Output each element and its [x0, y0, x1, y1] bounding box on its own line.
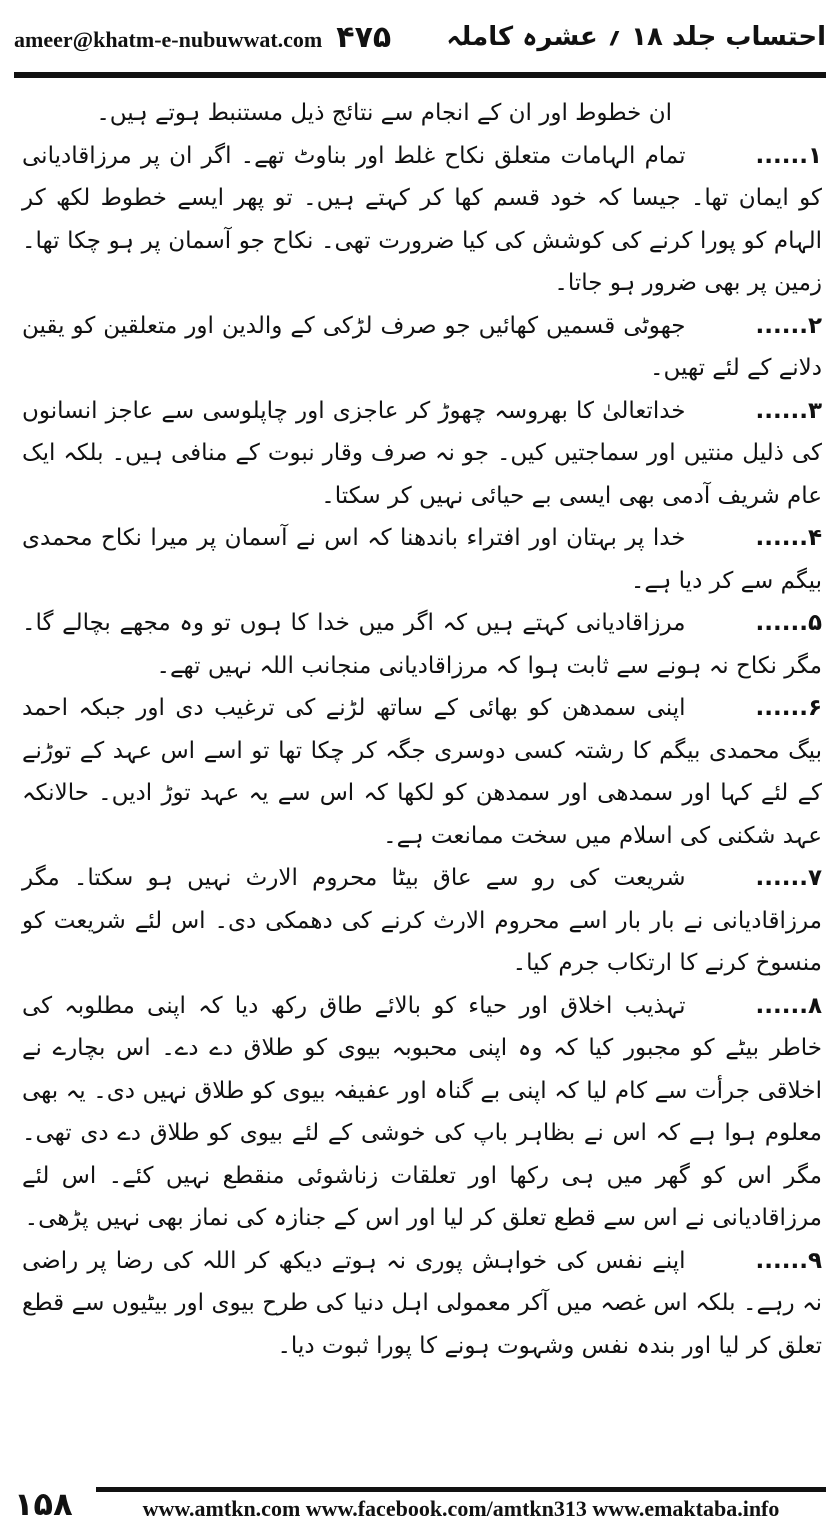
item-number: ۳......	[755, 397, 822, 424]
item-number: ۷......	[755, 865, 822, 891]
item-number: ۹......	[755, 1247, 822, 1274]
item-number: ۲......	[755, 312, 822, 339]
list-item	[22, 1240, 822, 1368]
item-number: ۸......	[755, 992, 822, 1019]
list-item	[22, 985, 822, 1240]
list-item	[22, 135, 822, 305]
footer-page-number: ۱۵۸	[14, 1485, 73, 1523]
list-item	[22, 687, 822, 857]
header-left	[14, 20, 391, 55]
item-text: خداتعالیٰ کا بھروسہ چھوڑ کر عاجزی اور چاپلوسی سے عاجز انسانوں کی ذلیل منتیں اور سماجتیں کیں۔ جو نہ صرف وقار نبوت کے منافی ہیں۔ بلکہ ایک عام شریف آدمی بھی ایسی بے حیائی نہیں کر سکتا۔	[22, 397, 822, 509]
header-page-number: ۴۷۵	[336, 19, 392, 55]
item-number: ۱......	[755, 142, 822, 169]
item-text: خدا پر بہتان اور افتراء باندھنا کہ اس نے آسمان پر میرا نکاح محمدی بیگم سے کر دیا ہے۔	[22, 525, 822, 594]
page-footer	[14, 1478, 826, 1530]
list-item	[22, 517, 822, 602]
item-number: ۶......	[755, 695, 822, 721]
intro-line: ان خطوط اور ان کے انجام سے نتائج ذیل مستنبط ہوتے ہیں۔	[96, 100, 672, 126]
item-number: ۵......	[755, 610, 822, 636]
list-item	[22, 857, 822, 985]
item-list	[22, 135, 822, 1368]
item-text: اپنی سمدھن کو بھائی کے ساتھ لڑنے کی ترغیب دی اور جبکہ احمد بیگ محمدی بیگم کا رشتہ کسی دوسری جگہ کر چکا تھا تو اسے اس عہد کے توڑنے کے لئے کہا اور سمدھی اور سمدھن کو لکھا کہ اس سے یہ عہد توڑ ادیں۔ حالانکہ عہد شکنی کی اسلام میں سخت ممانعت ہے۔	[22, 695, 822, 849]
item-text: مرزاقادیانی کہتے ہیں کہ اگر میں خدا کا ہوں تو وہ مجھے بچالے گا۔ مگر نکاح نہ ہونے سے ثابت ہوا کہ مرزاقادیانی منجانب اللہ نہیں تھے۔	[22, 610, 822, 679]
item-text: شریعت کی رو سے عاق بیٹا محروم الارث نہیں ہو سکتا۔ مگر مرزاقادیانی نے بار بار اسے محروم الارث کرنے کی دھمکی دی۔ اس لئے شریعت کو منسوخ کرنے کا ارتکاب جرم کیا۔	[22, 865, 822, 976]
header-book-title: احتساب جلد ۱۸ ؍ عشرہ کاملہ	[446, 22, 826, 52]
item-text: تہذیب اخلاق اور حیاء کو بالائے طاق رکھ دیا کہ اپنی مطلوبہ کی خاطر بیٹے کو مجبور کیا کہ وہ اپنی محبوبہ بیوی کو طلاق دے دے۔ اس بچارے نے اخلاقی جرأت سے کام لیا کہ اپنی بے گناہ اور عفیفہ بیوی کو طلاق نہیں دی۔ یہ بھی معلوم ہوا ہے کہ اس نے بظاہر باپ کی خوشی کے لئے بیوی کو طلاق دے دی تھی۔ مگر اس کو گھر میں ہی رکھا اور تعلقات زناشوئی منقطع نہیں کئے۔ اس لئے مرزاقادیانی نے اس سے قطع تعلق کر لیا اور اس کے جنازہ کی نماز بھی نہیں پڑھی۔	[22, 992, 822, 1231]
list-item	[22, 390, 822, 518]
footer-links: www.amtkn.com www.facebook.com/amtkn313 www.emaktaba.info	[96, 1487, 826, 1522]
item-text: تمام الہامات متعلق نکاح غلط اور بناوٹ تھے۔ اگر ان پر مرزاقادیانی کو ایمان تھا۔ جیسا کہ خود قسم کھا کر کہتے ہیں۔ تو پھر ایسے خطوط لکھ کر الہام کو پورا کرنے کی کوشش کی کیا ضرورت تھی۔ نکاح جو آسمان پر ہو چکا تھا۔ زمین پر بھی ضرور ہو جاتا۔	[22, 142, 822, 296]
list-item	[22, 305, 822, 390]
item-text: اپنے نفس کی خواہش پوری نہ ہوتے دیکھ کر اللہ کی رضا پر راضی نہ رہے۔ بلکہ اس غصہ میں آکر معمولی اہل دنیا کی طرح بیوی اور بیٹیوں سے قطع تعلق کر لیا اور بندہ نفس وشہوت ہونے کا پورا ثبوت دیا۔	[22, 1247, 822, 1359]
list-item	[22, 602, 822, 687]
item-text: جھوٹی قسمیں کھائیں جو صرف لڑکی کے والدین اور متعلقین کو یقین دلانے کے لئے تھیں۔	[22, 312, 822, 381]
item-number: ۴......	[755, 525, 822, 551]
header-rule	[14, 72, 826, 78]
page-header	[14, 6, 826, 68]
header-email: ameer@khatm-e-nubuwwat.com	[14, 26, 323, 52]
page-body	[22, 92, 822, 1460]
